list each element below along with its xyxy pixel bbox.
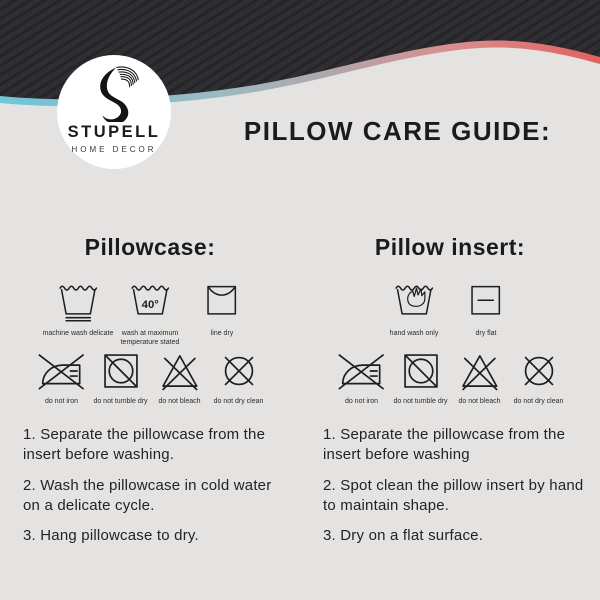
symbol-do-not-dry-clean	[509, 350, 568, 407]
pillow-insert-wash-symbol-row	[300, 279, 600, 348]
symbol-do-not-iron	[332, 350, 391, 407]
wash-40-icon	[129, 279, 171, 323]
symbol-machine-wash-delicate	[42, 279, 114, 348]
pillowcase-heading: Pillowcase:	[84, 234, 216, 260]
care-step: 2. Wash the pillowcase in cold water on a delicate cycle.	[23, 476, 272, 514]
pillow-insert-heading: Pillow insert:	[374, 234, 526, 260]
symbol-do-not-bleach	[150, 350, 209, 407]
pillowcase-dont-symbol-row	[0, 350, 300, 407]
do-not-iron-icon	[336, 350, 386, 392]
do-not-tumble-dry-icon	[100, 350, 142, 392]
page-title: PILLOW CARE GUIDE:	[243, 116, 552, 146]
stupell-logo	[57, 55, 171, 169]
symbol-label: line dry	[210, 330, 234, 337]
symbol-label: do not dry clean	[213, 398, 264, 405]
dry-flat-icon	[469, 279, 502, 323]
do-not-dry-clean-icon	[218, 350, 260, 392]
care-step: 2. Spot clean the pillow insert by hand to maintain shape.	[323, 476, 584, 514]
symbol-label: do not bleach	[458, 398, 501, 405]
machine-wash-delicate-icon	[57, 279, 99, 323]
pillow-insert-dont-symbol-row	[300, 350, 600, 407]
care-step: 1. Separate the pillowcase from the insert before washing.	[23, 426, 266, 464]
symbol-line-dry	[186, 279, 258, 348]
symbol-do-not-dry-clean	[209, 350, 268, 407]
symbol-wash-40	[114, 279, 186, 348]
logo-tagline-text: HOME DECOR	[71, 145, 157, 154]
pillow-insert-care-steps	[300, 425, 600, 546]
symbol-do-not-bleach	[450, 350, 509, 407]
symbol-label: do not tumble dry	[393, 398, 448, 405]
symbol-label: hand wash only	[389, 330, 439, 337]
logo-brand-text: STUPELL	[67, 123, 161, 141]
do-not-tumble-dry-icon	[400, 350, 442, 392]
symbol-do-not-tumble-dry	[391, 350, 450, 407]
symbol-label: do not dry clean	[513, 398, 564, 405]
symbol-do-not-tumble-dry	[91, 350, 150, 407]
do-not-bleach-icon	[158, 350, 202, 392]
symbol-do-not-iron	[32, 350, 91, 407]
line-dry-icon	[205, 279, 238, 323]
symbol-hand-wash	[378, 279, 450, 348]
symbol-label: wash at maximum temperature stated	[120, 330, 180, 347]
symbol-label: machine wash delicate	[42, 330, 114, 337]
pillowcase-care-steps	[0, 425, 300, 546]
stupell-s-icon	[83, 64, 145, 122]
care-step: 3. Hang pillowcase to dry.	[23, 527, 199, 544]
column-pillowcase	[0, 234, 300, 556]
symbol-label: dry flat	[475, 330, 497, 337]
symbol-dry-flat	[450, 279, 522, 348]
symbol-label: do not bleach	[158, 398, 201, 405]
do-not-iron-icon	[36, 350, 86, 392]
care-step: 1. Separate the pillowcase from the insert before washing	[323, 426, 566, 464]
column-pillow-insert	[300, 234, 600, 556]
care-step: 3. Dry on a flat surface.	[323, 527, 484, 544]
symbol-label: do not tumble dry	[93, 398, 148, 405]
symbol-label: do not iron	[344, 398, 379, 405]
do-not-bleach-icon	[458, 350, 502, 392]
symbol-label: do not iron	[44, 398, 79, 405]
hand-wash-icon	[393, 279, 435, 323]
care-columns	[0, 234, 600, 556]
pillowcase-wash-symbol-row	[0, 279, 300, 348]
wash-temperature-text: 40°	[141, 298, 159, 311]
do-not-dry-clean-icon	[518, 350, 560, 392]
